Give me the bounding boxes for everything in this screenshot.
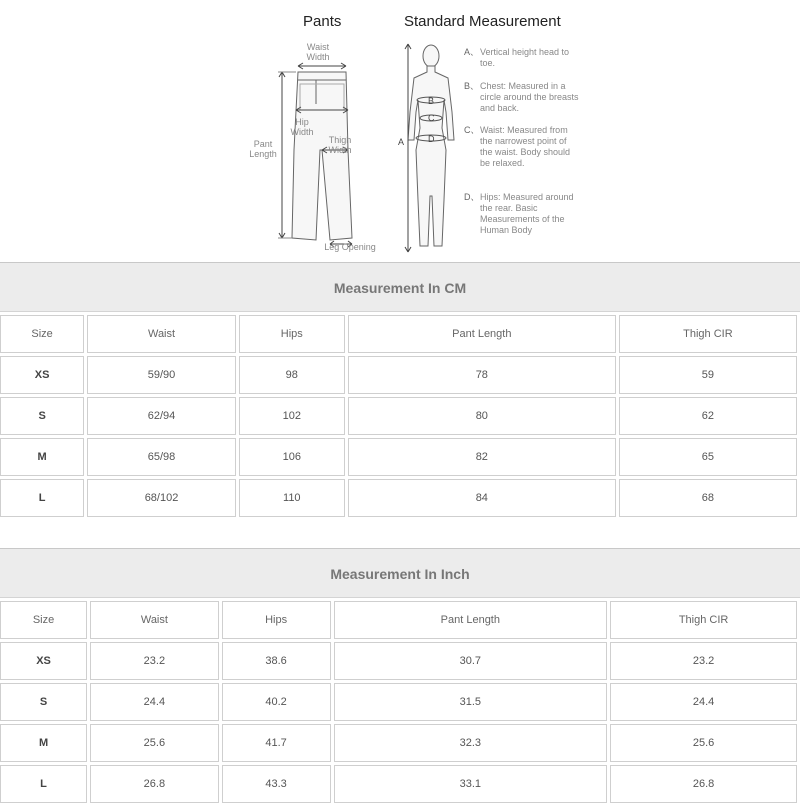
waist-cell: 25.6 <box>90 724 219 762</box>
pant-length-cell: 84 <box>348 479 616 517</box>
body-figure-diagram <box>405 44 454 252</box>
pant-length-cell: 33.1 <box>334 765 608 803</box>
table-row <box>0 479 797 517</box>
thigh-cir-cell: 23.2 <box>610 642 797 680</box>
table-row <box>0 397 797 435</box>
size-cell: S <box>0 397 84 435</box>
inch-header-waist: Waist <box>90 601 219 639</box>
waist-cell: 24.4 <box>90 683 219 721</box>
waist-cell: 65/98 <box>87 438 236 476</box>
hips-cell: 98 <box>239 356 345 394</box>
note-c-text: Waist: Measured from the narrowest point of the waist. Body should be relaxed. <box>480 125 571 168</box>
hips-cell: 38.6 <box>222 642 331 680</box>
marker-b: B <box>428 96 435 106</box>
note-c-key: C、 <box>464 125 480 135</box>
cm-header-thigh-cir: Thigh CIR <box>619 315 797 353</box>
inch-table-title: Measurement In Inch <box>0 548 800 598</box>
cm-table-title: Measurement In CM <box>0 262 800 312</box>
hip-width-label: Hip Width <box>290 117 314 137</box>
hips-cell: 106 <box>239 438 345 476</box>
cm-header-waist: Waist <box>87 315 236 353</box>
note-a <box>464 47 584 69</box>
note-a-key: A、 <box>464 47 480 57</box>
waist-cell: 68/102 <box>87 479 236 517</box>
pant-length-cell: 82 <box>348 438 616 476</box>
inch-header-size: Size <box>0 601 87 639</box>
inch-header-thigh-cir: Thigh CIR <box>610 601 797 639</box>
pant-length-cell: 31.5 <box>334 683 608 721</box>
note-a-text: Vertical height head to toe. <box>480 47 570 68</box>
thigh-cir-cell: 59 <box>619 356 797 394</box>
note-d-key: D、 <box>464 192 480 202</box>
size-cell: XS <box>0 356 84 394</box>
thigh-cir-cell: 24.4 <box>610 683 797 721</box>
thigh-cir-cell: 65 <box>619 438 797 476</box>
waist-width-label: Waist Width <box>306 42 330 62</box>
marker-d: D <box>428 134 435 144</box>
note-c <box>464 125 584 169</box>
thigh-width-label: Thigh Width <box>328 135 352 155</box>
size-cell: S <box>0 683 87 721</box>
pant-length-cell: 30.7 <box>334 642 608 680</box>
size-cell: M <box>0 438 84 476</box>
cm-header-pant-length: Pant Length <box>348 315 616 353</box>
hips-cell: 110 <box>239 479 345 517</box>
marker-a: A <box>398 137 405 147</box>
standard-measurement-title: Standard Measurement <box>404 13 561 30</box>
table-row <box>0 438 797 476</box>
inch-header-pant-length: Pant Length <box>334 601 608 639</box>
leg-opening-label: Leg Opening <box>324 242 376 252</box>
guide-drawings <box>0 0 800 262</box>
pants-diagram <box>278 63 352 247</box>
table-row <box>0 724 797 762</box>
note-d-text: Hips: Measured around the rear. Basic Measurements of the Human Body <box>480 192 574 235</box>
note-d <box>464 192 584 236</box>
pant-length-label: Pant Length <box>249 139 277 159</box>
size-cell: M <box>0 724 87 762</box>
size-cell: L <box>0 765 87 803</box>
pant-length-cell: 32.3 <box>334 724 608 762</box>
size-cell: XS <box>0 642 87 680</box>
cm-header-hips: Hips <box>239 315 345 353</box>
waist-cell: 23.2 <box>90 642 219 680</box>
thigh-cir-cell: 68 <box>619 479 797 517</box>
cm-header-size: Size <box>0 315 84 353</box>
thigh-cir-cell: 62 <box>619 397 797 435</box>
cm-header-row <box>0 315 797 353</box>
cm-size-table <box>0 312 800 520</box>
table-row <box>0 683 797 721</box>
size-guide-illustration <box>0 0 800 262</box>
thigh-cir-cell: 25.6 <box>610 724 797 762</box>
pants-title: Pants <box>303 13 342 30</box>
inch-header-hips: Hips <box>222 601 331 639</box>
note-b-key: B、 <box>464 81 480 91</box>
marker-c: C <box>428 113 435 123</box>
waist-cell: 62/94 <box>87 397 236 435</box>
note-b-text: Chest: Measured in a circle around the breasts and back. <box>480 81 579 113</box>
table-row <box>0 765 797 803</box>
inch-header-row <box>0 601 797 639</box>
thigh-cir-cell: 26.8 <box>610 765 797 803</box>
hips-cell: 41.7 <box>222 724 331 762</box>
hips-cell: 43.3 <box>222 765 331 803</box>
note-b <box>464 81 584 114</box>
waist-cell: 26.8 <box>90 765 219 803</box>
waist-cell: 59/90 <box>87 356 236 394</box>
inch-size-table <box>0 598 800 806</box>
hips-cell: 102 <box>239 397 345 435</box>
table-row <box>0 642 797 680</box>
hips-cell: 40.2 <box>222 683 331 721</box>
size-cell: L <box>0 479 84 517</box>
pant-length-cell: 78 <box>348 356 616 394</box>
table-row <box>0 356 797 394</box>
pant-length-cell: 80 <box>348 397 616 435</box>
